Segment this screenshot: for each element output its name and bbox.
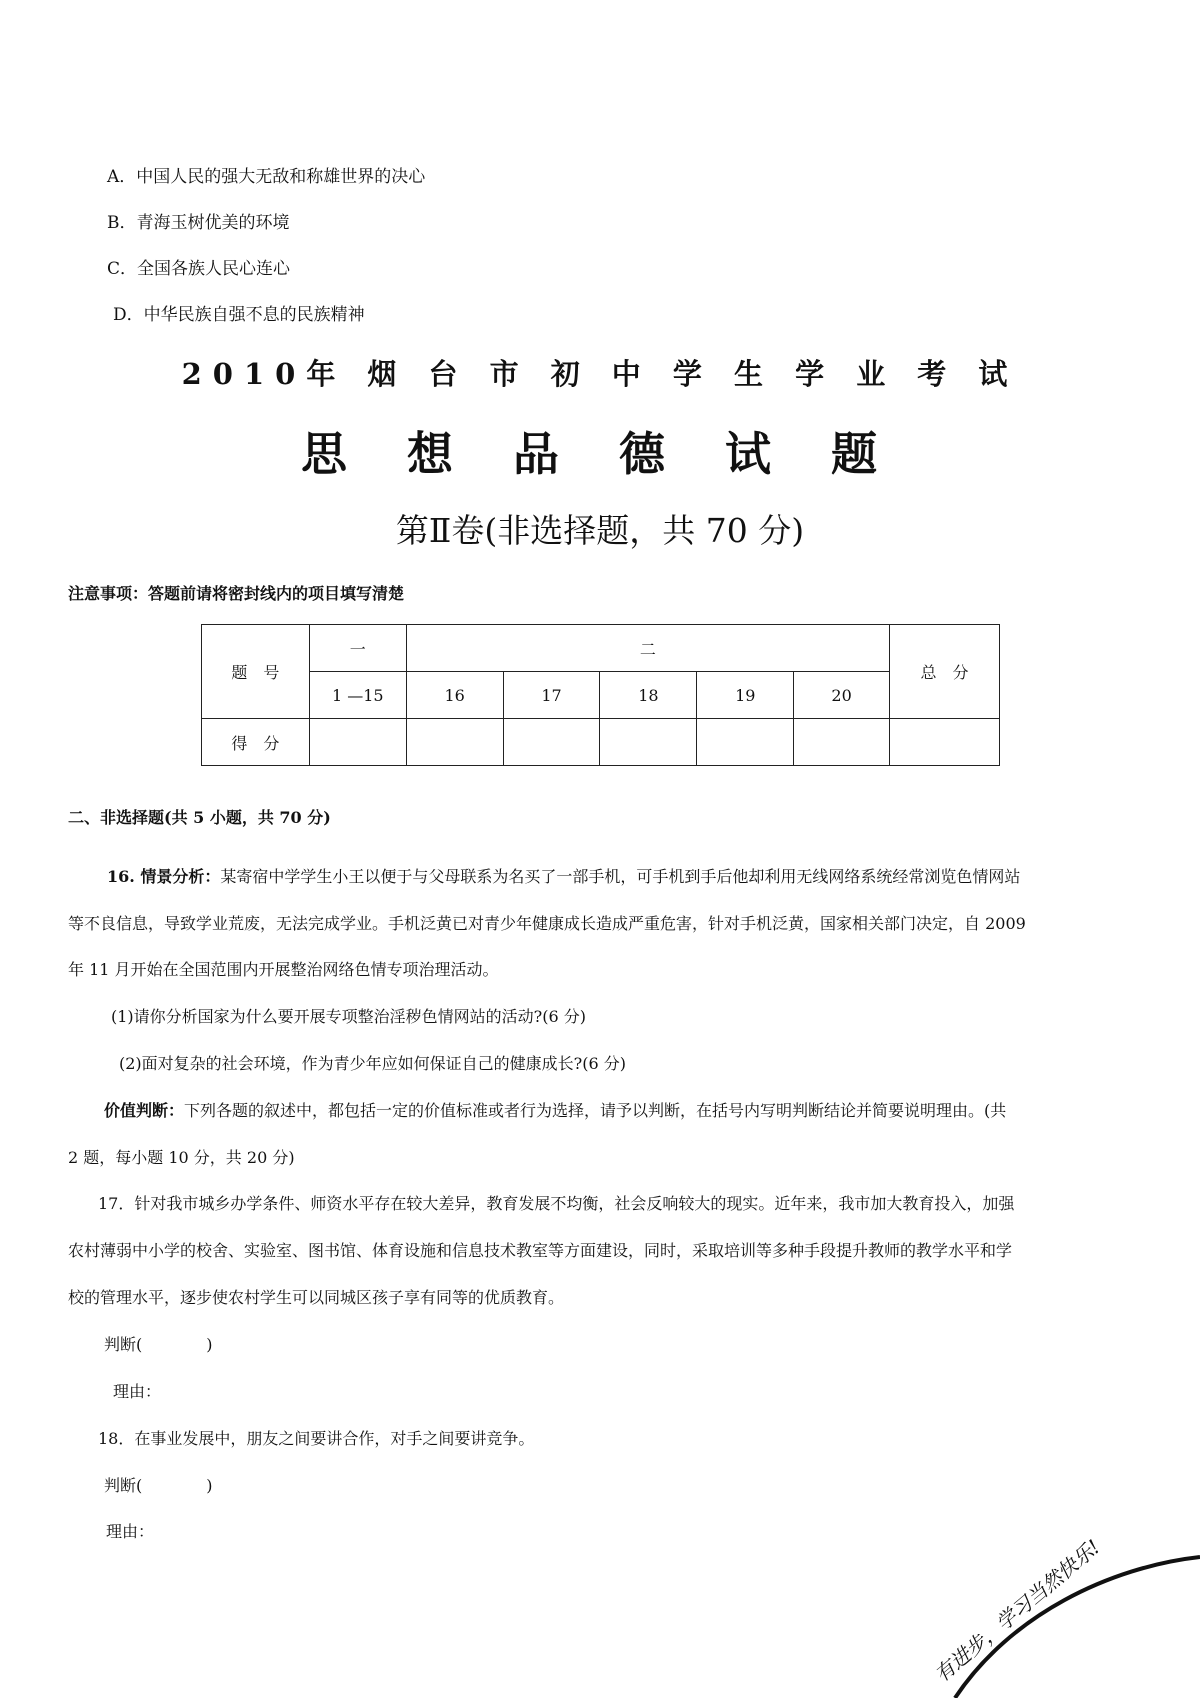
stamp-text: 有进步，学习当然快乐!: [929, 1534, 1105, 1687]
row-label-score: 得 分: [202, 719, 310, 766]
column-header: 20: [794, 672, 890, 719]
q16-line1: 16. 情景分析：某寄宿中学学生小王以便于与父母联系为名买了一部手机，可手机到手后他却利用无线网络系统经常浏览色情网站: [107, 867, 1021, 886]
column-header: 19: [697, 672, 794, 719]
score-cell[interactable]: [503, 719, 600, 766]
q17-reason: 理由：: [113, 1382, 162, 1401]
score-cell[interactable]: [309, 719, 406, 766]
score-table: [201, 624, 1000, 766]
q16-label: 16. 情景分析：: [107, 867, 221, 886]
notice: 注意事项：答题前请将密封线内的项目填写清楚: [68, 584, 405, 603]
option-c: C．全国各族人民心连心: [107, 259, 291, 279]
total-score-cell[interactable]: [890, 719, 1000, 766]
score-cell[interactable]: [697, 719, 794, 766]
q18-reason: 理由：: [106, 1522, 155, 1541]
section-heading: 二、非选择题(共 5 小题，共 70 分): [68, 808, 331, 827]
column-header: 1 —15: [309, 672, 406, 719]
option-b: B．青海玉树优美的环境: [107, 213, 290, 233]
q17-judgment: 判断( ): [104, 1335, 213, 1354]
part-two-header: 二: [406, 625, 889, 672]
q17-line1: 17．针对我市城乡办学条件、师资水平存在较大差异，教育发展不均衡，社会反响较大的现实。近年来，我市加大教育投入，加强: [98, 1194, 1015, 1213]
q17-line3: 校的管理水平，逐步使农村学生可以同城区孩子享有同等的优质教育。: [68, 1288, 565, 1307]
row-label-question-number: 题 号: [202, 625, 310, 719]
column-header: 17: [503, 672, 600, 719]
q17-line2: 农村薄弱中小学的校舍、实验室、图书馆、体育设施和信息技术教室等方面建设，同时，采取培训等多种手段提升教师的教学水平和学: [68, 1241, 1013, 1260]
value-judgment-line2: 2 题，每小题 10 分，共 20 分): [68, 1148, 295, 1167]
q16-line3: 年 11 月开始在全国范围内开展整治网络色情专项治理活动。: [68, 960, 499, 979]
column-header: 18: [600, 672, 697, 719]
q16-sub-question-2: (2)面对复杂的社会环境，作为青少年应如何保证自己的健康成长?(6 分): [119, 1054, 626, 1073]
value-judgment-label: 价值判断：: [104, 1101, 185, 1120]
q18-judgment: 判断( ): [104, 1476, 213, 1495]
score-cell[interactable]: [794, 719, 890, 766]
column-header: 16: [406, 672, 503, 719]
score-cell[interactable]: [600, 719, 697, 766]
exam-title: 2010年 烟 台 市 初 中 学 生 学 业 考 试: [181, 357, 1019, 391]
value-judgment-line1: 价值判断：下列各题的叙述中，都包括一定的价值标准或者行为选择，请予以判断，在括号内写明判断结论并简要说明理由。(共: [104, 1101, 1007, 1120]
subject-title: 思 想 品 德 试 题: [300, 427, 900, 481]
volume-title: 第Ⅱ卷(非选择题，共 70 分): [395, 511, 805, 550]
motto-stamp: [900, 1505, 1200, 1698]
q16-sub-question-1: (1)请你分析国家为什么要开展专项整治淫秽色情网站的活动?(6 分): [111, 1007, 586, 1026]
total-score-header: 总 分: [890, 625, 1000, 719]
score-cell[interactable]: [406, 719, 503, 766]
q18-line1: 18．在事业发展中，朋友之间要讲合作，对手之间要讲竞争。: [98, 1429, 535, 1448]
q16-line2: 等不良信息，导致学业荒废，无法完成学业。手机泛黄已对青少年健康成长造成严重危害，针对手机泛黄，国家相关部门决定，自 2009: [68, 914, 1026, 933]
part-one-header: 一: [309, 625, 406, 672]
option-a: A．中国人民的强大无敌和称雄世界的决心: [107, 167, 426, 187]
option-d: D．中华民族自强不息的民族精神: [113, 305, 365, 325]
